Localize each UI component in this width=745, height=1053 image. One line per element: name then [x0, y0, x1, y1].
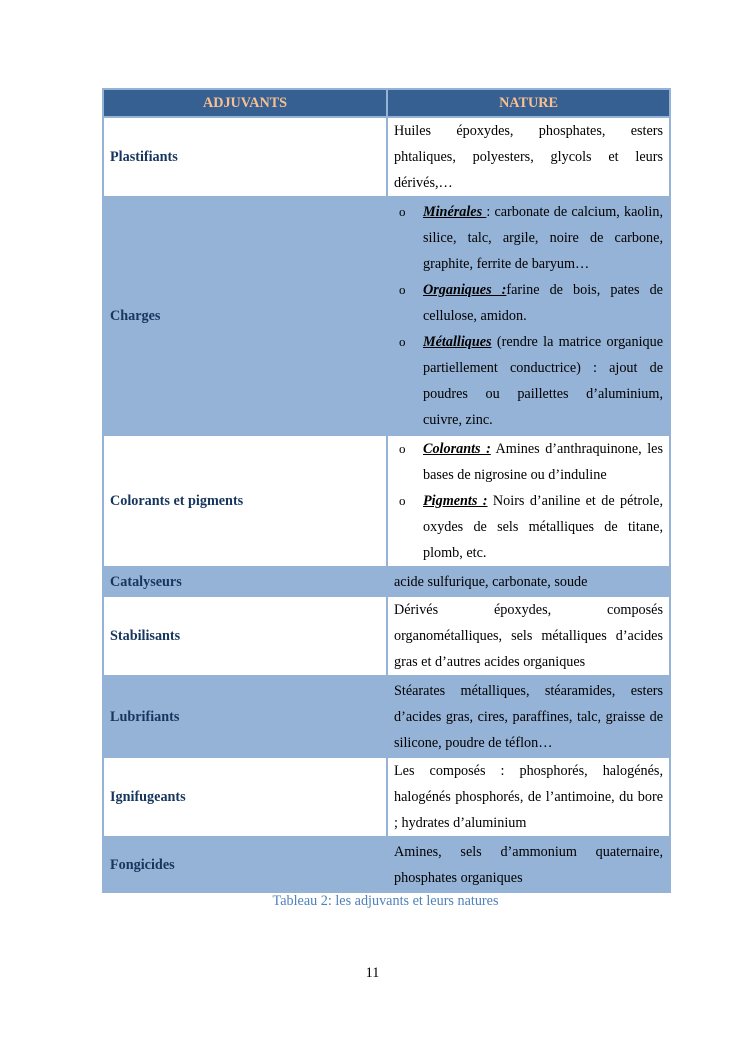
row-name: Colorants et pigments: [103, 435, 387, 567]
bullet-list: [394, 199, 663, 433]
header-adjuvants: ADJUVANTS: [103, 89, 387, 117]
item-text: farine de bois, pates de cellulose, amidon.: [423, 282, 663, 324]
row-nature: Stéarates métalliques, stéaramides, esters d’acides gras, cires, paraffines, talc, graisse de silicone, poudre de téflon…: [387, 676, 670, 757]
item-text: Noirs d’aniline et de pétrole, oxydes de sels métalliques de titane, plomb, etc.: [423, 493, 663, 561]
table-row: [103, 197, 670, 435]
table-row: [103, 757, 670, 837]
adjuvants-table: [102, 88, 671, 893]
item-keyword: Colorants :: [423, 441, 491, 457]
row-nature: Amines, sels d’ammonium quaternaire, phosphates organiques: [387, 837, 670, 892]
row-name: Ignifugeants: [103, 757, 387, 837]
bullet-marker: o: [399, 204, 406, 219]
bullet-marker: o: [399, 282, 406, 297]
row-nature: [387, 435, 670, 567]
row-name: Charges: [103, 197, 387, 435]
table-row: [103, 837, 670, 892]
row-nature: Les composés : phosphorés, halogénés, halogénés phosphorés, de l’antimoine, du bore ; hydrates d’aluminium: [387, 757, 670, 837]
row-nature: Dérivés époxydes, composés organométalliques, sels métalliques d’acides gras et d’autres acides organiques: [387, 596, 670, 676]
list-item: [394, 277, 663, 329]
item-text: Amines d’anthraquinone, les bases de nigrosine ou d’induline: [423, 441, 663, 483]
list-item: [394, 488, 663, 566]
bullet-marker: o: [399, 334, 406, 349]
item-keyword: Organiques :: [423, 282, 507, 298]
table-header-row: [103, 89, 670, 117]
table-row: [103, 435, 670, 567]
table-row: [103, 596, 670, 676]
item-keyword: Minérales: [423, 204, 487, 220]
row-name: Plastifiants: [103, 117, 387, 197]
row-name: Lubrifiants: [103, 676, 387, 757]
list-item: [394, 329, 663, 433]
bullet-marker: o: [399, 441, 406, 456]
header-nature: NATURE: [387, 89, 670, 117]
bullet-marker: o: [399, 493, 406, 508]
table-caption: Tableau 2: les adjuvants et leurs natures: [272, 893, 499, 909]
row-name: Catalyseurs: [103, 567, 387, 596]
item-keyword: Métalliques: [423, 334, 492, 350]
list-item: [394, 436, 663, 488]
item-text: : carbonate de calcium, kaolin, silice, talc, argile, noire de carbone, graphite, ferrite de baryum…: [423, 204, 663, 272]
bullet-list: [394, 436, 663, 566]
item-keyword: Pigments :: [423, 493, 488, 509]
row-nature: [387, 197, 670, 435]
row-nature: acide sulfurique, carbonate, soude: [387, 567, 670, 596]
table-row: [103, 567, 670, 596]
list-item: [394, 199, 663, 277]
row-name: Fongicides: [103, 837, 387, 892]
table-row: [103, 117, 670, 197]
page-number: 11: [365, 965, 380, 981]
row-name: Stabilisants: [103, 596, 387, 676]
item-text: (rendre la matrice organique partiellement conductrice) : ajout de poudres ou paillettes d’aluminium, cuivre, zinc.: [423, 334, 663, 428]
table-row: [103, 676, 670, 757]
row-nature: Huiles époxydes, phosphates, esters phtaliques, polyesters, glycols et leurs dérivés,…: [387, 117, 670, 197]
